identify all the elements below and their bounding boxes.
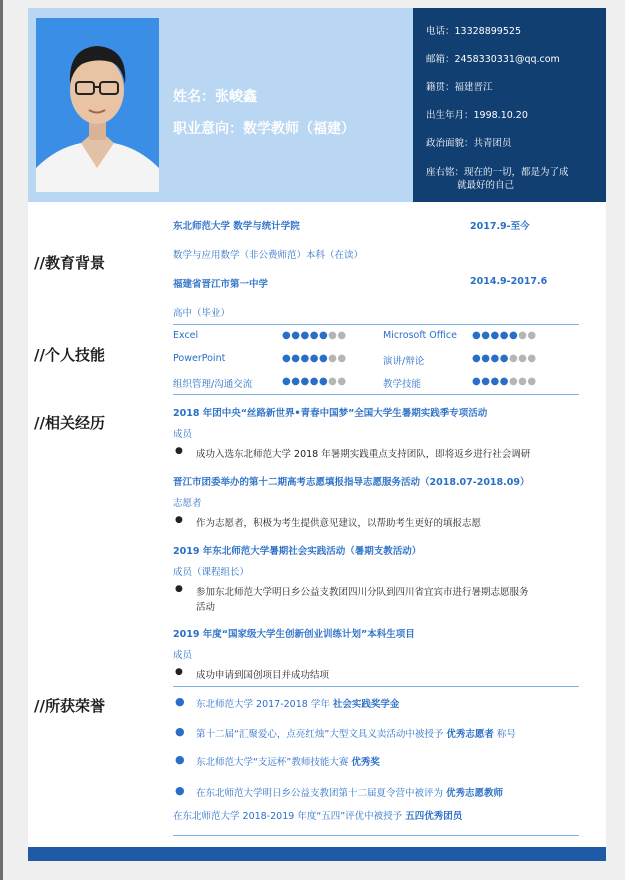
- divider-skills: [173, 394, 579, 395]
- honor-1: [196, 696, 399, 710]
- edu-detail-1: 数学与应用数学（非公费师范）本科（在读）: [173, 250, 364, 261]
- rating-dot-filled: ●: [300, 376, 310, 387]
- skill-rating-2: [472, 330, 537, 341]
- birth-text: 出生年月：1998.10.20: [426, 110, 528, 121]
- profile-photo: [36, 18, 159, 192]
- exp-desc-3: 参加东北师范大学明日乡公益支教团四川分队到四川省宜宾市进行暑期志愿服务: [196, 587, 529, 598]
- rating-dot-filled: ●: [282, 376, 292, 387]
- divider-education: [173, 324, 579, 325]
- bullet-icon: ●: [175, 446, 183, 456]
- rating-dot-empty: ●: [508, 353, 519, 364]
- skill-name-5: 组织管理/沟通交流: [173, 379, 253, 390]
- heading-education: //教育背景: [34, 254, 105, 272]
- contact-panel: [413, 8, 606, 202]
- bullet-icon: ●: [175, 784, 185, 797]
- rating-dot-filled: ●: [318, 376, 329, 387]
- motto-line-2: 就最好的自己: [457, 180, 515, 191]
- skill-rating-1: [282, 330, 347, 341]
- rating-dot-filled: ●: [508, 330, 519, 341]
- rating-dot-empty: ●: [518, 376, 528, 387]
- rating-dot-filled: ●: [499, 376, 509, 387]
- exp-title-1: 2018 年团中央“丝路新世界•青春中国梦”全国大学生暑期实践季专项活动: [173, 408, 488, 419]
- rating-dot-filled: ●: [499, 330, 509, 341]
- exp-title-4: 2019 年度“国家级大学生创新创业训练计划”本科生项目: [173, 629, 415, 640]
- edu-period-2: 2014.9-2017.6: [470, 276, 548, 287]
- exp-role-1: 成员: [173, 429, 193, 440]
- honor-4: [196, 785, 503, 799]
- heading-honors: //所获荣誉: [34, 697, 105, 715]
- rating-dot-empty: ●: [527, 376, 537, 387]
- rating-dot-empty: ●: [337, 353, 347, 364]
- honor-3-text: 东北师范大学“支远杯”教师技能大赛: [196, 757, 352, 768]
- exp-role-4: 成员: [173, 650, 193, 661]
- name-block: [173, 81, 355, 145]
- footer-bar: [28, 847, 606, 861]
- rating-dot-filled: ●: [490, 376, 500, 387]
- edu-detail-2: 高中（毕业）: [173, 308, 231, 319]
- rating-dot-empty: ●: [518, 330, 528, 341]
- exp-title-2: 晋江市团委举办的第十二期高考志愿填报指导志愿服务活动（2018.07-2018.09）: [173, 477, 530, 488]
- skill-rating-6: [472, 376, 537, 387]
- email-text: 邮箱：2458330331@qq.com: [426, 54, 560, 65]
- rating-dot-filled: ●: [318, 330, 329, 341]
- rating-dot-filled: ●: [490, 353, 500, 364]
- rating-dot-filled: ●: [472, 330, 482, 341]
- skill-name-2: Microsoft Office: [383, 330, 457, 341]
- bullet-icon: ●: [175, 753, 185, 766]
- rating-dot-filled: ●: [309, 376, 319, 387]
- heading-experience: //相关经历: [34, 414, 105, 432]
- rating-dot-filled: ●: [490, 330, 500, 341]
- rating-dot-filled: ●: [472, 376, 482, 387]
- skill-rating-5: [282, 376, 347, 387]
- honor-5-text: 在东北师范大学 2018-2019 年度“五四”评优中被授予: [173, 811, 406, 822]
- rating-dot-filled: ●: [481, 330, 491, 341]
- exp-role-3: 成员（课程组长）: [173, 567, 250, 578]
- rating-dot-filled: ●: [309, 330, 319, 341]
- skill-name-6: 教学技能: [383, 379, 422, 390]
- honor-4-award: 优秀志愿教师: [446, 788, 504, 799]
- phone-text: 电话：13328899525: [426, 26, 521, 37]
- honor-2-award: 优秀志愿者: [446, 729, 494, 740]
- edu-school-2: 福建省晋江市第一中学: [173, 279, 269, 290]
- rating-dot-empty: ●: [328, 376, 338, 387]
- rating-dot-filled: ●: [481, 353, 491, 364]
- skill-name-3: PowerPoint: [173, 353, 226, 364]
- rating-dot-filled: ●: [282, 353, 292, 364]
- honor-2-suffix: 称号: [493, 729, 516, 740]
- rating-dot-empty: ●: [337, 376, 347, 387]
- bullet-icon: ●: [175, 667, 183, 677]
- rating-dot-filled: ●: [291, 376, 301, 387]
- skill-name-1: Excel: [173, 330, 199, 341]
- bullet-icon: ●: [175, 515, 183, 525]
- rating-dot-filled: ●: [282, 330, 292, 341]
- hometown-text: 籍贯：福建晋江: [426, 82, 493, 93]
- edu-period-1: 2017.9-至今: [470, 221, 530, 232]
- rating-dot-filled: ●: [481, 376, 491, 387]
- rating-dot-empty: ●: [527, 353, 537, 364]
- exp-desc-1: 成功入选东北师范大学 2018 年暑期实践重点支持团队，即将返乡进行社会调研: [196, 449, 531, 460]
- exp-desc-3-cont: 活动: [196, 602, 216, 613]
- motto-line-1: 座右铭：现在的一切，都是为了成: [426, 167, 569, 178]
- resume-page: [28, 8, 606, 861]
- political-text: 政治面貌：共青团员: [426, 138, 512, 149]
- divider-honors: [173, 835, 579, 836]
- skill-rating-3: [282, 353, 347, 364]
- exp-title-3: 2019 年东北师范大学暑期社会实践活动（暑期支教活动）: [173, 546, 422, 557]
- job-intention: 职业意向：数学教师（福建）: [173, 121, 355, 137]
- honor-2: [196, 726, 516, 740]
- window-left-edge: [0, 0, 3, 880]
- rating-dot-filled: ●: [472, 353, 482, 364]
- rating-dot-filled: ●: [291, 330, 301, 341]
- honor-5-award: 五四优秀团员: [405, 811, 463, 822]
- rating-dot-empty: ●: [518, 353, 528, 364]
- motto-text: [426, 166, 598, 192]
- rating-dot-empty: ●: [527, 330, 537, 341]
- rating-dot-filled: ●: [300, 330, 310, 341]
- rating-dot-filled: ●: [318, 353, 329, 364]
- honor-5: [173, 808, 462, 822]
- exp-role-2: 志愿者: [173, 498, 202, 509]
- rating-dot-empty: ●: [328, 353, 338, 364]
- rating-dot-empty: ●: [337, 330, 347, 341]
- divider-experience: [173, 686, 579, 687]
- honor-1-text: 东北师范大学 2017-2018 学年: [196, 699, 333, 710]
- rating-dot-empty: ●: [328, 330, 338, 341]
- bullet-icon: ●: [175, 584, 183, 594]
- rating-dot-filled: ●: [291, 353, 301, 364]
- rating-dot-filled: ●: [309, 353, 319, 364]
- honor-3-award: 优秀奖: [351, 757, 380, 768]
- honor-3: [196, 754, 380, 768]
- exp-desc-4: 成功申请到国创项目并成功结项: [196, 670, 330, 681]
- bullet-icon: ●: [175, 695, 185, 708]
- exp-desc-2: 作为志愿者，积极为考生提供意见建议，以帮助考生更好的填报志愿: [196, 518, 482, 529]
- bullet-icon: ●: [175, 725, 185, 738]
- honor-2-text: 第十二届“汇聚爱心，点亮红烛”大型文具义卖活动中被授予: [196, 729, 447, 740]
- skill-rating-4: [472, 353, 537, 364]
- edu-school-1: 东北师范大学 数学与统计学院: [173, 221, 300, 232]
- rating-dot-filled: ●: [499, 353, 509, 364]
- skill-name-4: 演讲/辩论: [383, 356, 425, 367]
- honor-4-text: 在东北师范大学明日乡公益支教团第十二届夏令营中被评为: [196, 788, 447, 799]
- rating-dot-empty: ●: [508, 376, 519, 387]
- honor-1-award: 社会实践奖学金: [332, 699, 400, 710]
- candidate-name: 姓名：张峻鑫: [173, 89, 257, 105]
- heading-skills: //个人技能: [34, 346, 105, 364]
- rating-dot-filled: ●: [300, 353, 310, 364]
